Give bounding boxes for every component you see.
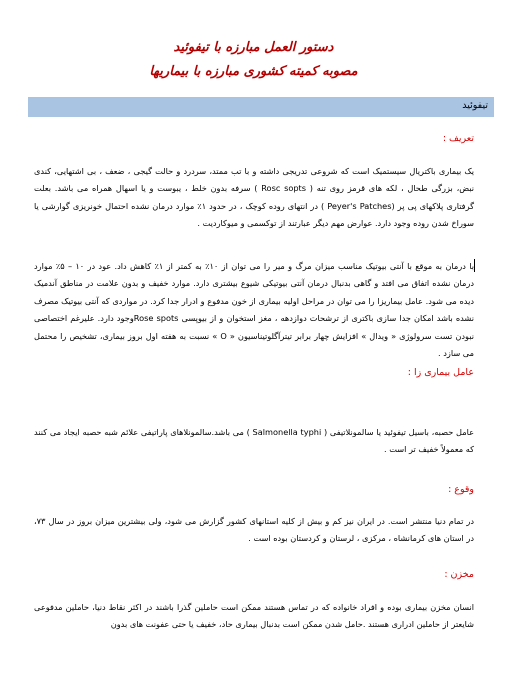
agent-paragraph: عامل حصبه، باسیل تیفوئید یا سالمونلاتیفی ( Salmonella typhi ) می باشد.سالمونلاهای پاراتیفی علائم شبه حصبه ایجاد می کنند که معمولاً خفیف تر است . — [34, 427, 474, 455]
definition-heading: تعریف : — [442, 133, 474, 144]
occurrence-heading: وقوع : — [448, 484, 474, 495]
document-title: دستور العمل مبارزه با تیفوئید — [173, 40, 334, 55]
topic-bar — [28, 97, 494, 117]
reservoir-paragraph: انسان مخزن بیماری بوده و افراد خانواده که در تماس هستند ممکن است حاملین گذرا باشند در اکثر نقاط دنیا، حاملین مدفوعی شایعتر از حاملین ادراری هستند .حامل شدن ممکن است بدنبال بیماری حاد، خفیف یا حتی عفونت های بدون — [34, 602, 474, 630]
document-subtitle: مصوبه کمیته کشوری مبارزه با بیماریها — [149, 64, 358, 79]
agent-heading: عامل بیماری زا : — [407, 367, 474, 378]
text-cursor — [474, 259, 475, 272]
occurrence-paragraph: در تمام دنیا منتشر است. در ایران نیز کم و بیش از کلیه استانهای کشور گزارش می شود، ولی بیشترین میزان بروز در سال ۷۳، در استان های کرمانشاه ، مرکزی ، لرستان و کردستان بوده است . — [34, 516, 474, 544]
reservoir-heading: مخزن : — [444, 569, 474, 580]
definition-paragraph: یک بیماری باکتریال سیستمیک است که شروعی تدریجی داشته و با تب ممتد، سردرد و حالت گیجی ، ضعف ، بی اشتهایی، کندی نبض، بزرگی طحال ، لکه های قرمز روی تنه ( Rosc sopts ) سرفه بدون خلط ، یبوست و یا اسهال همراه می باشد. بعلت گرفتاری پلاکهای پی پر (Peyer's Patches ) در انتهای روده کوچک ، در حدود ۱٪ موارد درمان نشده احتمال خونریزی گوارشی یا سوراخ شدن روده وجود دارد. عوارض مهم دیگر عبارتند از توکسمی و میوکاردیت . — [34, 166, 475, 229]
topic-label: تیفوئید — [462, 100, 488, 111]
treatment-paragraph: با درمان به موقع با آنتی بیوتیک مناسب میزان مرگ و میر را می توان از ۱۰٪ به کمتر از ۱٪ کاهش داد. عود در ۱۰ – ۵٪ موارد درمان نشده اتفاق می افتد و گاهی بدنبال درمان آنتی بیوتیکی شیوع بیشتری دارد. موارد خفیف و بدون علامت در مناطق آندمیک دیده می شود. عامل بیماریزا را می توان در مراحل اولیه بیماری از خون مدفوع و ادرار جدا کرد. در مواردی که آنتی بیوتیک مصرف نشده باشد امکان جدا سازی باکتری از ترشحات دوازدهه ، مغز استخوان و از بیوپسی Rose spotsوجود دارد. علیرغم اختصاصی نبودن تست سرولوژی « ویدال » افزایش چهار برابر تیترآگلوتیناسیون « O » نسبت به هفته اول بروز بیماری، تشخیص را محتمل می سازد . — [34, 261, 474, 359]
